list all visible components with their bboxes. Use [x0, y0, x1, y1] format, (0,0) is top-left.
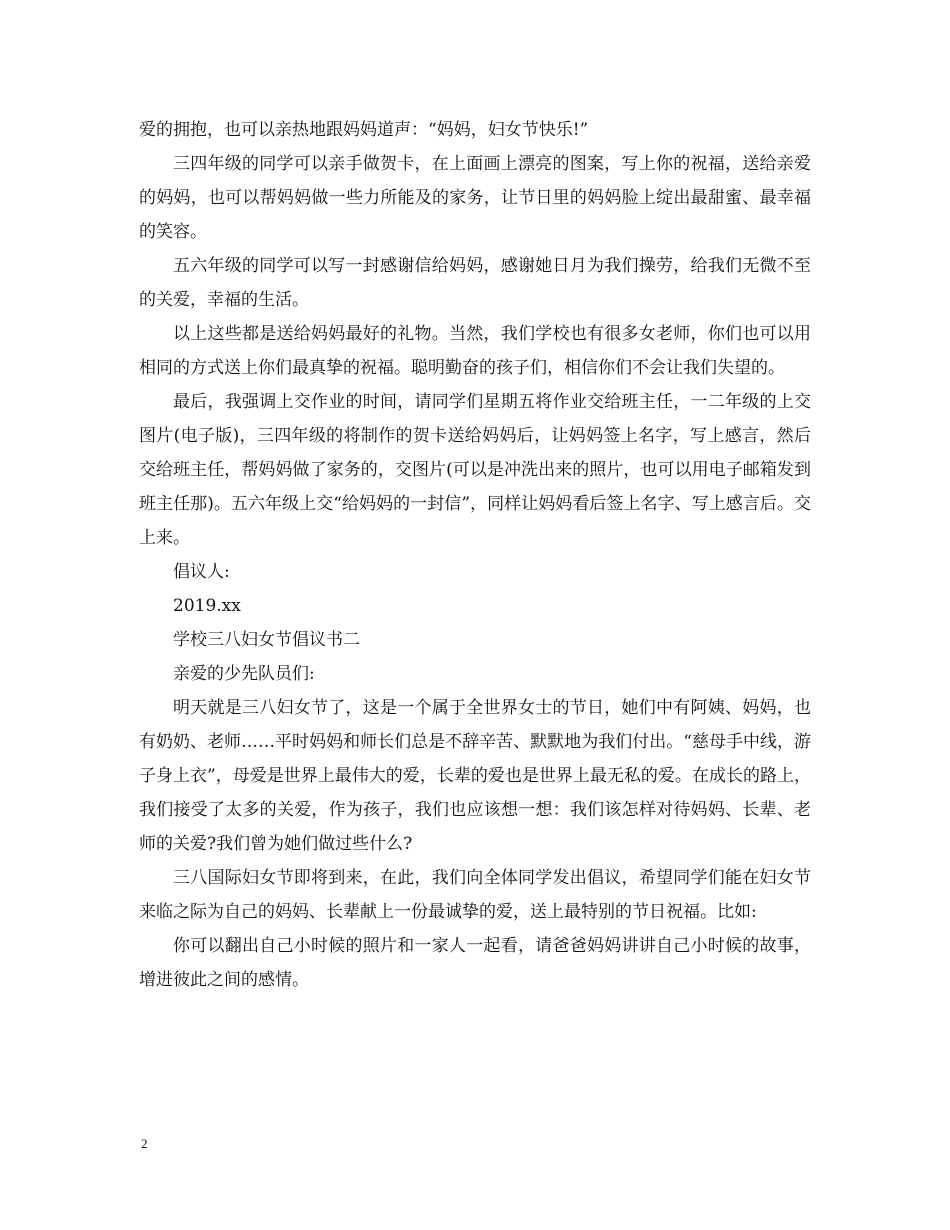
page-number: 2	[141, 1136, 148, 1151]
document-body	[139, 113, 811, 997]
paragraph-4: 以上这些都是送给妈妈最好的礼物。当然，我们学校也有很多女老师，你们也可以用相同的方式送上你们最真挚的祝福。聪明勤奋的孩子们，相信你们不会让我们失望的。	[139, 324, 811, 378]
paragraph-2: 三四年级的同学可以亲手做贺卡，在上面画上漂亮的图案，写上你的祝福，送给亲爱的妈妈，也可以帮妈妈做一些力所能及的家务，让节日里的妈妈脸上绽出最甜蜜、最幸福的笑容。	[139, 154, 811, 242]
section-title: 学校三八妇女节倡议书二	[173, 630, 360, 650]
paragraph-5: 最后，我强调上交作业的时间，请同学们星期五将作业交给班主任，一二年级的上交图片(电子版)，三四年级的将制作的贺卡送给妈妈后，让妈妈签上名字，写上感言，然后交给班主任，帮妈妈做了家务的，交图片(可以是冲洗出来的照片，也可以用电子邮箱发到班主任那)。五六年级上交“给妈妈的一封信”，同样让妈妈看后签上名字、写上感言后。交上来。	[139, 392, 811, 548]
paragraph-12: 你可以翻出自己小时候的照片和一家人一起看，请爸爸妈妈讲讲自己小时候的故事，增进彼此之间的感情。	[139, 936, 811, 990]
paragraph-11: 三八国际妇女节即将到来，在此，我们向全体同学发出倡议，希望同学们能在妇女节来临之际为自己的妈妈、长辈献上一份最诚挚的爱，送上最特别的节日祝福。比如:	[139, 868, 811, 922]
salutation: 亲爱的少先队员们:	[173, 664, 315, 684]
signature-label: 倡议人:	[173, 562, 230, 582]
paragraph-3: 五六年级的同学可以写一封感谢信给妈妈，感谢她日月为我们操劳，给我们无微不至的关爱，幸福的生活。	[139, 256, 811, 310]
paragraph-10: 明天就是三八妇女节了，这是一个属于全世界女士的节日，她们中有阿姨、妈妈，也有奶奶、老师……平时妈妈和师长们总是不辞辛苦、默默地为我们付出。“慈母手中线，游子身上衣”，母爱是世界上最伟大的爱，长辈的爱也是世界上最无私的爱。在成长的路上，我们接受了太多的关爱，作为孩子，我们也应该想一想：我们该怎样对待妈妈、长辈、老师的关爱?我们曾为她们做过些什么?	[139, 698, 811, 854]
signature-date: 2019.xx	[173, 596, 241, 616]
paragraph-1: 爱的拥抱，也可以亲热地跟妈妈道声：“妈妈，妇女节快乐!”	[139, 120, 589, 140]
